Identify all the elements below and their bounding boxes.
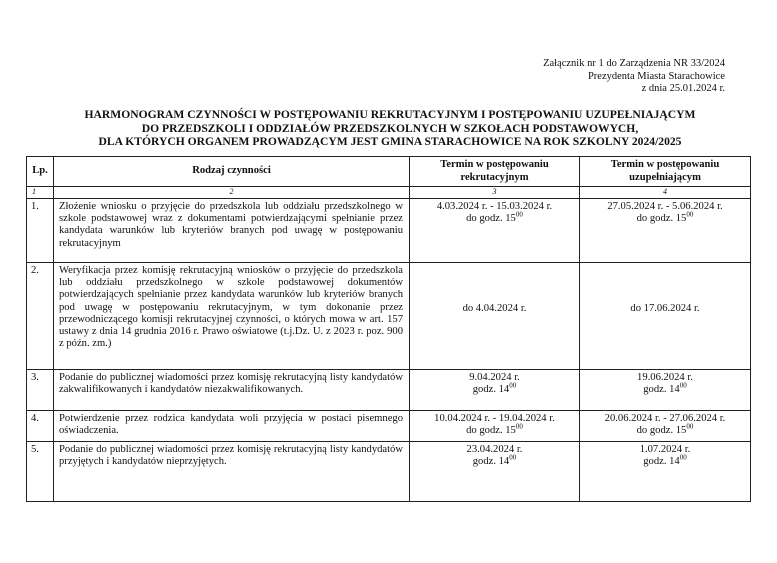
- table-row: [27, 411, 751, 442]
- time-minutes: 00: [509, 453, 517, 462]
- time-minutes: 00: [515, 210, 523, 219]
- time-minutes: 00: [679, 453, 687, 462]
- time-prefix: godz. 14: [472, 384, 510, 396]
- activity-cell: Podanie do publicznej wiadomości przez komisję rekrutacyjną listy kandydatów zakwalifikowanych i kandydatów niezakwalifikowanych.: [54, 370, 410, 411]
- recruit-term-cell: [410, 263, 580, 370]
- row-number: 2.: [27, 263, 54, 370]
- supplement-term-cell: [580, 370, 751, 411]
- supplement-term-cell: [580, 411, 751, 442]
- supplement-time: [584, 453, 746, 468]
- table-row: [27, 442, 751, 502]
- recruit-term-cell: [410, 370, 580, 411]
- table-row: [27, 370, 751, 411]
- recruit-term-cell: [410, 411, 580, 442]
- recruit-time: [414, 210, 575, 225]
- time-prefix: do godz. 15: [636, 425, 687, 437]
- recruit-time: [414, 422, 575, 437]
- time-minutes: 00: [515, 422, 523, 431]
- activity-cell: Potwierdzenie przez rodzica kandydata woli przyjęcia w postaci pisemnego oświadczenia.: [54, 411, 410, 442]
- time-prefix: godz. 14: [472, 456, 510, 468]
- recruit-date: 4.03.2024 r. - 15.03.2024 r.: [436, 201, 553, 212]
- recruit-term-cell: [410, 199, 580, 263]
- recruit-date: 10.04.2024 r. - 19.04.2024 r.: [434, 413, 555, 424]
- column-number: 1: [27, 187, 54, 199]
- recruit-date: do 4.04.2024 r.: [462, 302, 527, 314]
- annex-line-3: z dnia 25.01.2024 r.: [641, 83, 725, 94]
- annex-note: [543, 58, 725, 96]
- header-term-supplement: Termin w postępowaniu uzupełniającym: [580, 157, 751, 187]
- title-line-2: DO PRZEDSZKOLI I ODDZIAŁÓW PRZEDSZKOLNYCH W SZKOŁACH PODSTAWOWYCH,: [141, 121, 639, 135]
- recruit-term-cell: [410, 442, 580, 502]
- schedule-table: [26, 156, 751, 502]
- row-number: 5.: [27, 442, 54, 502]
- supplement-time: [584, 422, 746, 437]
- title-line-1: HARMONOGRAM CZYNNOŚCI W POSTĘPOWANIU REKRUTACYJNYM I POSTĘPOWANIU UZUPEŁNIAJĄCYM: [84, 108, 696, 121]
- time-prefix: do godz. 15: [466, 213, 516, 225]
- time-minutes: 00: [686, 210, 694, 219]
- table-row: [27, 199, 751, 263]
- supplement-date: do 17.06.2024 r.: [630, 302, 700, 314]
- time-prefix: do godz. 15: [636, 213, 687, 225]
- supplement-date: 27.05.2024 r. - 5.06.2024 r.: [607, 201, 723, 212]
- supplement-term-cell: [580, 199, 751, 263]
- row-number: 1.: [27, 199, 54, 263]
- column-number-row: [27, 187, 751, 199]
- time-minutes: 00: [679, 381, 687, 390]
- supplement-time: [584, 381, 746, 396]
- header-term-recruit: Termin w postępowaniu rekrutacyjnym: [410, 157, 580, 187]
- column-number: 2: [54, 187, 410, 199]
- activity-cell: Weryfikacja przez komisję rekrutacyjną wniosków o przyjęcie do przedszkola lub oddziału przedszkolnego w szkole podstawowej dokumentów potwierdzających spełnianie przez kandydata warunków lub kryteriów branych pod uwagę w postępowaniu rekrutacyjnym, w tym dokonanie przez przewodniczącego komisji rekrutacyjnej czynności, o których mowa w art. 157 ustawy z dnia 14 grudnia 2016 r. Prawo oświatowe (t.j.Dz. U. z 2023 r. poz. 900 z późn. zm.): [54, 263, 410, 370]
- activity-cell: Złożenie wniosku o przyjęcie do przedszkola lub oddziału przedszkolnego w szkole podstawowej wraz z dokumentami potwierdzającymi spełnianie przez kandydata warunków lub kryteriów branych pod uwagę w postępowaniu rekrutacyjnym: [54, 199, 410, 263]
- header-lp: Lp.: [27, 157, 54, 187]
- activity-cell: Podanie do publicznej wiadomości przez komisję rekrutacyjną listy kandydatów przyjętych i kandydatów nieprzyjętych.: [54, 442, 410, 502]
- time-prefix: godz. 14: [643, 456, 680, 468]
- column-number: 3: [410, 187, 580, 199]
- recruit-time: [414, 453, 575, 468]
- table-row: [27, 263, 751, 370]
- time-prefix: godz. 14: [643, 384, 680, 396]
- annex-line-2: Prezydenta Miasta Starachowice: [587, 70, 725, 82]
- column-number: 4: [580, 187, 751, 199]
- supplement-date: 19.06.2024 r.: [637, 372, 693, 383]
- supplement-date: 1.07.2024 r.: [639, 444, 691, 455]
- recruit-date: 23.04.2024 r.: [466, 444, 523, 455]
- table-header-row: [27, 157, 751, 187]
- title-line-3: DLA KTÓRYCH ORGANEM PROWADZĄCYM JEST GMINA STARACHOWICE NA ROK SZKOLNY 2024/2025: [98, 135, 682, 148]
- supplement-term-cell: [580, 442, 751, 502]
- recruit-date: 9.04.2024 r.: [469, 372, 520, 383]
- time-prefix: do godz. 15: [466, 425, 516, 437]
- time-minutes: 00: [686, 422, 694, 431]
- supplement-time: [584, 210, 746, 225]
- time-minutes: 00: [509, 381, 517, 390]
- supplement-term-cell: [580, 263, 751, 370]
- row-number: 3.: [27, 370, 54, 411]
- recruit-time: [414, 381, 575, 396]
- document-title: [60, 108, 720, 149]
- supplement-date: 20.06.2024 r. - 27.06.2024 r.: [604, 413, 726, 424]
- header-activity: Rodzaj czynności: [54, 157, 410, 187]
- row-number: 4.: [27, 411, 54, 442]
- annex-line-1: Załącznik nr 1 do Zarządzenia NR 33/2024: [543, 58, 725, 69]
